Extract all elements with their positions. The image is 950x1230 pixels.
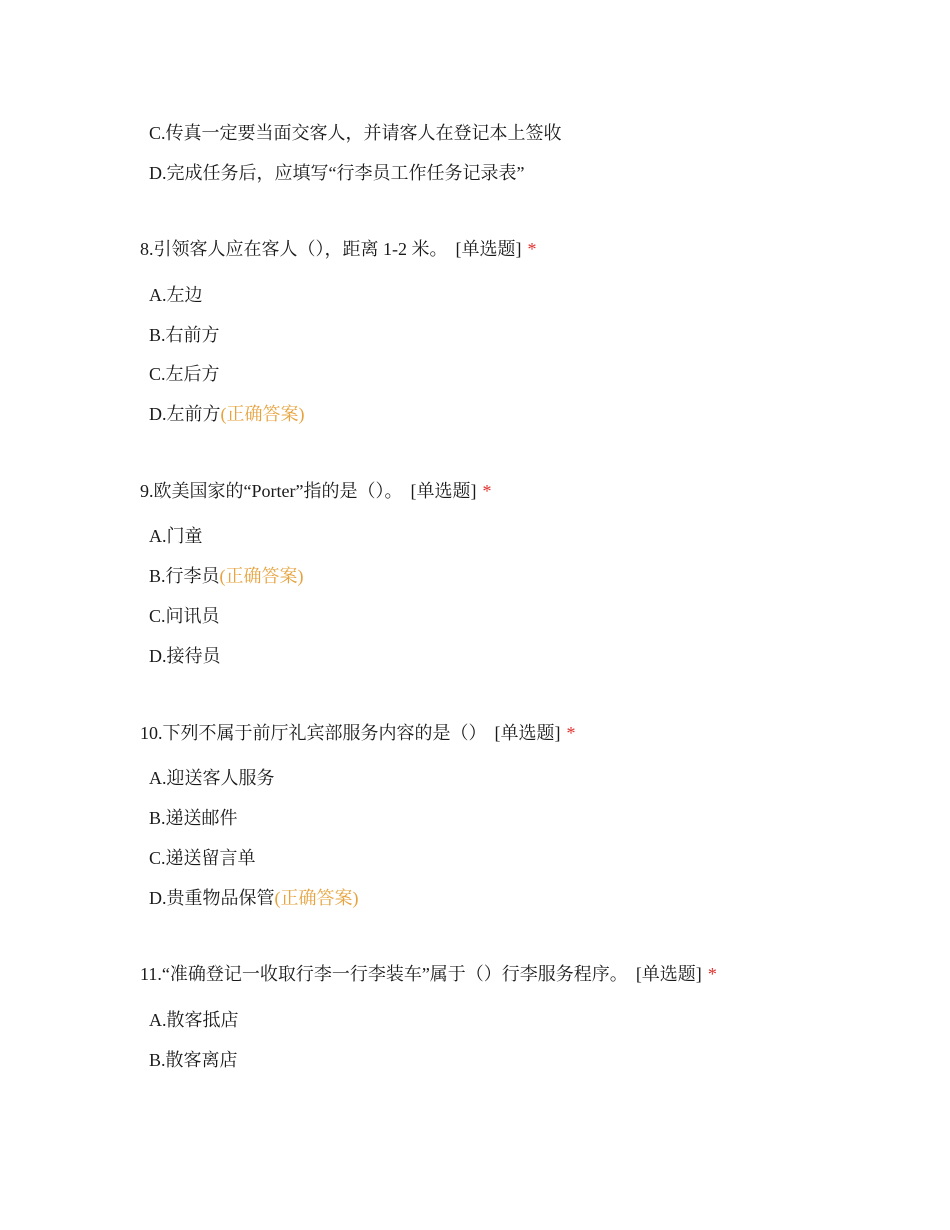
option-9-c: [149, 604, 220, 628]
option-10-a: [149, 766, 275, 790]
question-8-title: [140, 237, 537, 261]
option-9-b: [149, 564, 304, 588]
option-prev-d: [149, 161, 524, 185]
option-text: B.行李员: [149, 566, 220, 586]
question-type: [单选题]: [494, 723, 561, 743]
question-text: 9.欧美国家的“Porter”指的是（）。: [140, 481, 403, 501]
question-11-title: [140, 962, 717, 986]
option-10-d: [149, 886, 359, 910]
option-8-a: [149, 283, 203, 307]
option-10-b: [149, 806, 238, 830]
option-prev-c: [149, 121, 562, 145]
question-text: 10.下列不属于前厅礼宾部服务内容的是（）: [140, 723, 487, 743]
option-11-a: [149, 1008, 239, 1032]
option-8-c: [149, 362, 220, 386]
required-mark: *: [707, 964, 717, 984]
option-text: A.迎送客人服务: [149, 768, 275, 788]
question-10-title: [140, 721, 576, 745]
option-text: D.接待员: [149, 646, 221, 666]
option-8-b: [149, 323, 220, 347]
option-text: A.左边: [149, 285, 203, 305]
option-text: C.递送留言单: [149, 848, 256, 868]
option-text: C.问讯员: [149, 606, 220, 626]
option-11-b: [149, 1048, 238, 1072]
option-text: D.左前方: [149, 404, 221, 424]
option-10-c: [149, 846, 256, 870]
option-text: A.门童: [149, 526, 203, 546]
option-9-d: [149, 644, 221, 668]
correct-answer-label: (正确答案): [274, 888, 359, 908]
correct-answer-label: (正确答案): [220, 404, 305, 424]
required-mark: *: [566, 723, 576, 743]
question-type: [单选题]: [455, 239, 522, 259]
required-mark: *: [527, 239, 537, 259]
option-text: B.递送邮件: [149, 808, 238, 828]
option-text: B.散客离店: [149, 1050, 238, 1070]
option-text: C.左后方: [149, 364, 220, 384]
correct-answer-label: (正确答案): [219, 566, 304, 586]
question-type: [单选题]: [635, 964, 702, 984]
option-text: D.完成任务后，应填写“行李员工作任务记录表”: [149, 163, 525, 183]
question-type: [单选题]: [410, 481, 477, 501]
question-9-title: [140, 479, 491, 503]
option-text: A.散客抵店: [149, 1010, 239, 1030]
option-text: C.传真一定要当面交客人，并请客人在登记本上签收: [149, 123, 562, 143]
question-text: 8.引领客人应在客人（），距离 1-2 米。: [140, 239, 448, 259]
option-9-a: [149, 524, 203, 548]
option-text: D.贵重物品保管: [149, 888, 275, 908]
option-text: B.右前方: [149, 325, 220, 345]
question-text: 11.“准确登记一收取行李一行李装车”属于（）行李服务程序。: [140, 964, 628, 984]
option-8-d: [149, 402, 305, 426]
required-mark: *: [482, 481, 492, 501]
